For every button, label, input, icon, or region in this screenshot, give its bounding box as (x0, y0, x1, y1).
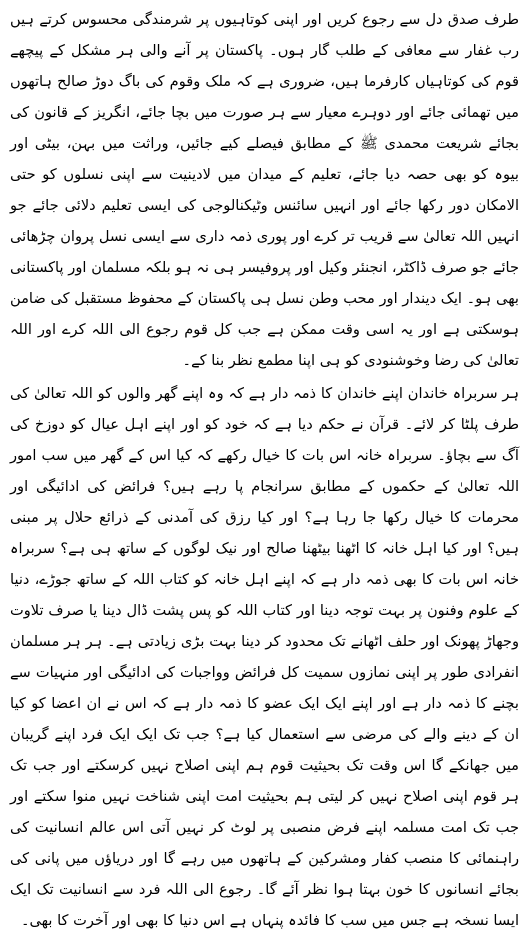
paragraph-1: طرف صدق دل سے رجوع کریں اور اپنی کوتاہیوں پر شرمندگی محسوس کرتے ہیں رب غفار سے معافی کے طلب گار ہوں۔ پاکستان پر آنے والی ہر مشکل کے پیچھے قوم کی کوتاہیاں کارفرما ہیں، ضروری ہے کہ ملک وقوم کی باگ دوڑ صالح ہاتھوں میں تھمائی جائے اور دوہرے معیار سے ہر صورت میں بچا جائے، انگریز کے قانون کی بجائے شریعت محمدی ﷺ کے مطابق فیصلے کیے جائیں، وراثت میں بہن، بیٹی اور بیوہ کو بھی حصہ دیا جائے، تعلیم کے میدان میں لادینیت سے اپنی نسلوں کو حتی الامکان دور رکھا جائے اور انہیں سائنس وٹیکنالوجی کی ایسی تعلیم دلائی جائے جو انہیں اللہ تعالیٰ سے قریب تر کرے اور پوری ذمہ داری سے ایسی نسل پروان چڑھائی جائے جو صرف ڈاکٹر، انجنئر وکیل اور پروفیسر ہی نہ ہو بلکہ مسلمان اور پاکستانی بھی ہو۔ ایک دیندار اور محب وطن نسل ہی پاکستان کے محفوظ مستقبل کی ضامن ہوسکتی ہے اور یہ اسی وقت ممکن ہے جب کل قوم رجوع الی اللہ کرے اور اللہ تعالیٰ کی رضا وخوشنودی کو ہی اپنا مطمع نظر بنا کے۔ (10, 11, 519, 369)
paragraph-2: ہر سربراہ خاندان اپنے خاندان کا ذمہ دار ہے کہ وہ اپنے گھر والوں کو اللہ تعالیٰ کی طرف پلٹا کر لائے۔ قرآن نے حکم دیا ہے کہ خود کو اور اپنے اہل عیال کو دوزخ کی آگ سے بچاؤ۔ سربراہ خانہ اس بات کا خیال رکھے کہ کیا اس کے گھر میں سب امور اللہ تعالیٰ کے حکموں کے مطابق سرانجام پا رہے ہیں؟ فرائض کی ادائیگی اور محرمات کا خیال رکھا جا رہا ہے؟ اور کیا رزق کی آمدنی کے ذرائع حلال پر مبنی ہیں؟ اور کیا اہل خانہ کا اٹھنا بیٹھنا صالح اور نیک لوگوں کے ساتھ ہی ہے؟ سربراہ خانہ اس بات کا بھی ذمہ دار ہے کہ اپنے اہل خانہ کو کتاب اللہ کے ساتھ جوڑے، دنیا کے علوم وفنون پر بہت توجہ دینا اور کتاب اللہ کو پس پشت ڈال دینا یا صرف تلاوت وجھاڑ پھونک اور حلف اٹھانے تک محدود کر دینا بہت بڑی زیادتی ہے۔ ہر ہر مسلمان انفرادی طور پر اپنی نمازوں سمیت کل فرائض وواجبات کی ادائیگی اور منہیات سے بچنے کا ذمہ دار ہے اور اپنے ایک ایک عضو کا ذمہ دار ہے کہ اس نے ان اعضا کو کیا ان کے دینے والے کی مرضی سے استعمال کیا ہے؟ جب تک ایک ایک فرد اپنے گریبان میں جھانکے گا اس وقت تک بحیثیت قوم ہم اپنی اصلاح نہیں کرسکتے اور جب تک ہر قوم اپنی اصلاح نہیں کر لیتی ہم بحیثیت امت اپنی شناخت نہیں منوا سکتے اور جب تک امت مسلمہ اپنے فرض منصبی پر لوٹ کر نہیں آتی اس عالم انسانیت کی راہنمائی کا منصب کفار ومشرکین کے ہاتھوں میں رہے گا اور دریاؤں میں پانی کی بجائے انسانوں کا خون بہتا ہوا نظر آئے گا۔ رجوع الی اللہ فرد سے انسانیت تک ایک ایسا نسخہ ہے جس میں سب کا فائدہ پنہاں ہے اس دنیا کا بھی اور آخرت کا بھی۔ (10, 385, 519, 929)
